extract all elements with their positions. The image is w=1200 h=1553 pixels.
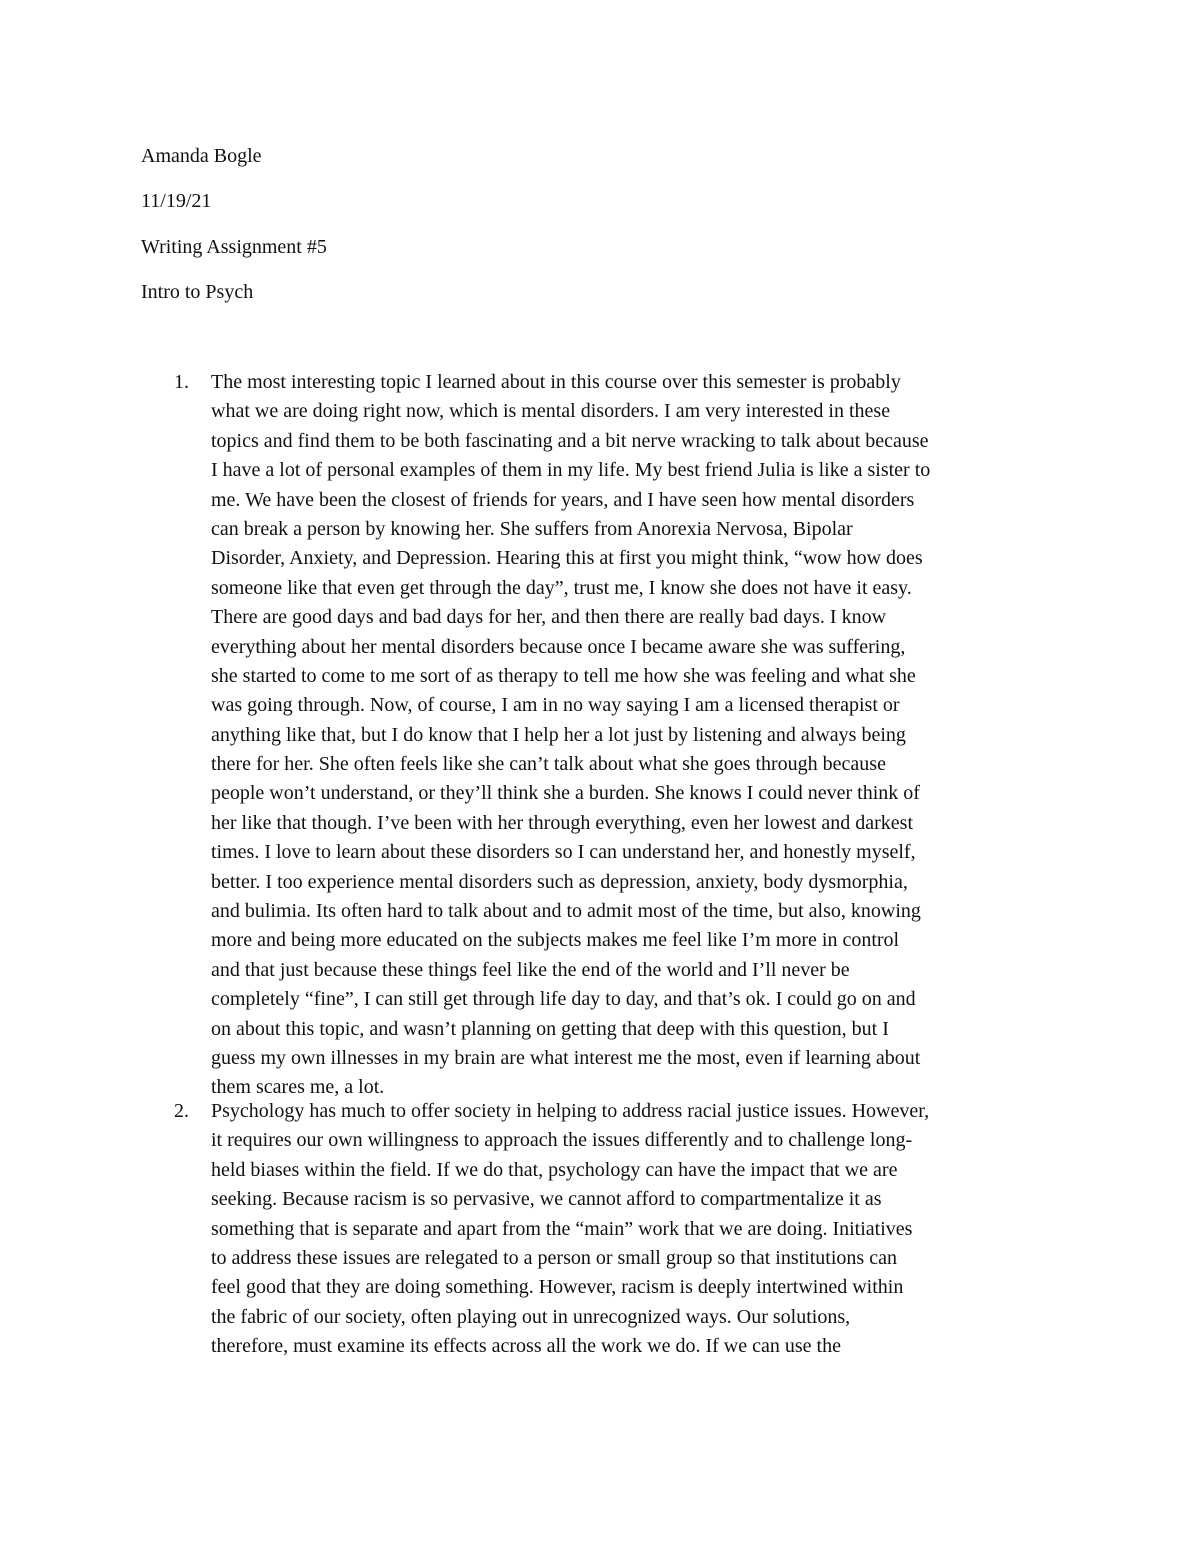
author-name: Amanda Bogle: [141, 145, 262, 167]
answer-number: 1.: [174, 371, 189, 393]
text-line: me. We have been the closest of friends for years, and I have seen how mental disorders: [211, 488, 915, 511]
text-line: completely “fine”, I can still get through life day to day, and that’s ok. I could go on and: [211, 988, 916, 1011]
text-line: to address these issues are relegated to a person or small group so that institutions can: [211, 1246, 897, 1269]
text-line: The most interesting topic I learned about in this course over this semester is probably: [211, 371, 901, 393]
text-line: held biases within the field. If we do that, psychology can have the impact that we are: [211, 1158, 898, 1181]
text-line: guess my own illnesses in my brain are what interest me the most, even if learning about: [211, 1046, 921, 1069]
assignment-title: Writing Assignment #5: [141, 236, 327, 258]
text-line: Psychology has much to offer society in helping to address racial justice issues. However,: [211, 1100, 930, 1122]
assignment-date: 11/19/21: [141, 190, 212, 212]
answer-paragraph: [211, 1097, 1061, 1362]
text-line: topics and find them to be both fascinating and a bit nerve wracking to talk about because: [211, 429, 929, 452]
text-line: therefore, must examine its effects across all the work we do. If we can use the: [211, 1335, 841, 1358]
text-line: can break a person by knowing her. She suffers from Anorexia Nervosa, Bipolar: [211, 517, 853, 540]
text-line: I have a lot of personal examples of them in my life. My best friend Julia is like a sister to: [211, 459, 931, 482]
text-line: everything about her mental disorders because once I became aware she was suffering,: [211, 635, 906, 658]
text-line: there for her. She often feels like she can’t talk about what she goes through because: [211, 753, 886, 776]
text-line: what we are doing right now, which is mental disorders. I am very interested in these: [211, 400, 891, 423]
text-line: something that is separate and apart from the “main” work that we are doing. Initiatives: [211, 1217, 913, 1240]
text-line: seeking. Because racism is so pervasive, we cannot afford to compartmentalize it as: [211, 1188, 882, 1211]
course-name: Intro to Psych: [141, 281, 254, 303]
text-line: was going through. Now, of course, I am in no way saying I am a licensed therapist or: [211, 694, 900, 717]
text-line: someone like that even get through the day”, trust me, I know she does not have it easy.: [211, 576, 912, 599]
text-line: on about this topic, and wasn’t planning on getting that deep with this question, but I: [211, 1017, 889, 1040]
text-line: Disorder, Anxiety, and Depression. Hearing this at first you might think, “wow how does: [211, 547, 923, 570]
answer-number: 2.: [174, 1100, 189, 1122]
text-line: feel good that they are doing something. However, racism is deeply intertwined within: [211, 1276, 904, 1299]
text-line: anything like that, but I do know that I help her a lot just by listening and always being: [211, 723, 906, 746]
text-line: times. I love to learn about these disorders so I can understand her, and honestly myself,: [211, 841, 916, 864]
text-line: and that just because these things feel like the end of the world and I’ll never be: [211, 958, 850, 981]
text-line: and bulimia. Its often hard to talk about and to admit most of the time, but also, knowing: [211, 900, 921, 923]
text-line: she started to come to me sort of as therapy to tell me how she was feeling and what she: [211, 664, 916, 687]
text-line: people won’t understand, or they’ll think she a burden. She knows I could never think of: [211, 782, 920, 805]
text-line: better. I too experience mental disorders such as depression, anxiety, body dysmorphia,: [211, 870, 908, 893]
text-line: them scares me, a lot.: [211, 1076, 385, 1099]
answer-paragraph: [211, 368, 1061, 1103]
text-line: it requires our own willingness to approach the issues differently and to challenge long-: [211, 1129, 913, 1152]
text-line: the fabric of our society, often playing out in unrecognized ways. Our solutions,: [211, 1305, 851, 1328]
text-line: her like that though. I’ve been with her through everything, even her lowest and darkest: [211, 811, 914, 834]
text-line: more and being more educated on the subjects makes me feel like I’m more in control: [211, 929, 900, 952]
text-line: There are good days and bad days for her, and then there are really bad days. I know: [211, 606, 887, 629]
